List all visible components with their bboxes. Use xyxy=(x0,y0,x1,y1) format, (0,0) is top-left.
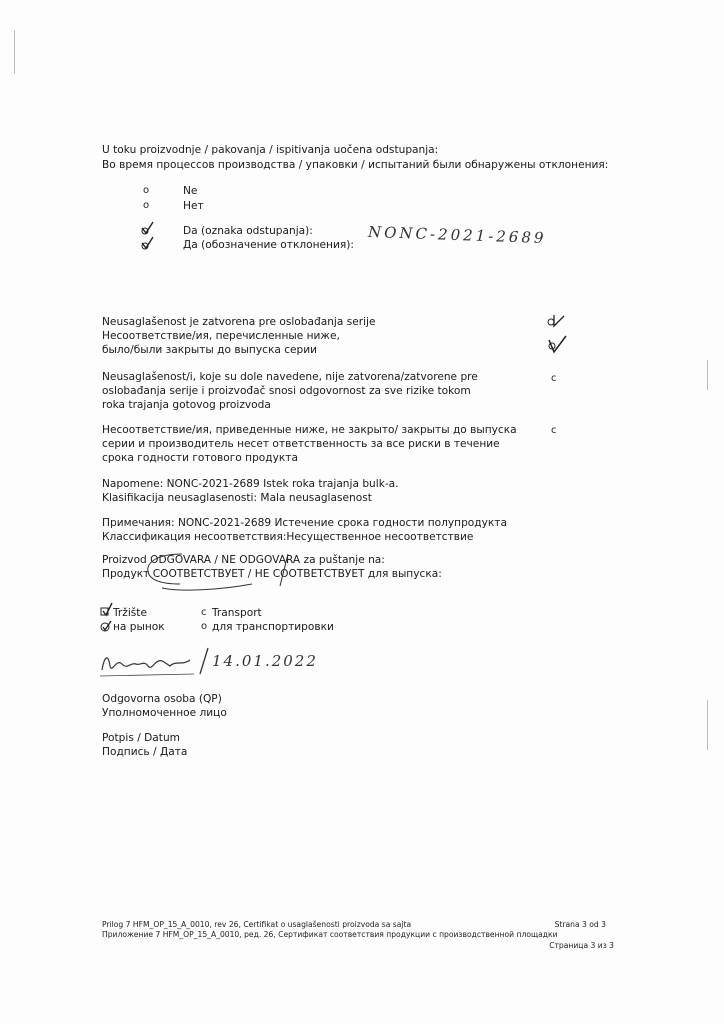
target-market-ru: на рынок xyxy=(113,621,165,633)
checkbox-open-ru[interactable]: c xyxy=(551,425,557,436)
conformity-ru: Продукт СООТВЕТСТВУЕТ / НЕ СООТВЕТСТВУЕТ для выпуска: xyxy=(102,568,442,580)
footer-ru: Приложение 7 HFM_OP_15_A_0010, ред. 26, Сертификат соответствия продукции с производственной площадки xyxy=(102,930,558,939)
statement-closed-sr: Neusaglašenost je zatvorena pre oslobađanja serije xyxy=(102,316,376,328)
statement-open-ru-line1: Несоответствие/ия, приведенные ниже, не закрыто/ закрыты до выпуска xyxy=(102,424,517,436)
check-mark-yes-ru-icon[interactable] xyxy=(140,235,156,251)
check-mark-closed-ru-icon[interactable] xyxy=(546,334,568,354)
conformity-sr: Proizvod ODGOVARA / NE ODGOVARA za puštanje na: xyxy=(102,554,385,566)
notes-ru-line2: Классификация несоответствия:Несущественное несоответствие xyxy=(102,531,474,543)
scan-edge-artifact xyxy=(707,360,708,390)
statement-closed-ru-line1: Несоответствие/ия, перечисленные ниже, xyxy=(102,330,340,342)
statement-open-sr-line2: oslobađanja serije i proizvođač snosi odgovornost za sve rizike tokom xyxy=(102,385,471,397)
deviations-heading-sr: U toku proizvodnje / pakovanja / ispitivanja uočena odstupanja: xyxy=(102,144,439,156)
statement-open-sr-line3: roka trajanja gotovog proizvoda xyxy=(102,399,271,411)
signature-date-ru: Подпись / Дата xyxy=(102,746,188,758)
checkbox-transport[interactable]: c xyxy=(201,607,207,618)
responsible-person-ru: Уполномоченное лицо xyxy=(102,707,227,719)
statement-open-sr-line1: Neusaglašenost/i, koje su dole navedene, nije zatvorena/zatvorene pre xyxy=(102,371,478,383)
check-mark-yes-icon[interactable] xyxy=(140,220,156,236)
notes-sr-line2: Klasifikacija neusaglasenosti: Mala neusaglasenost xyxy=(102,492,372,504)
statement-closed-ru-line2: было/были закрыты до выпуска серии xyxy=(102,344,318,356)
scan-edge-artifact xyxy=(707,700,708,750)
page-number-ru: Страница 3 из 3 xyxy=(549,941,614,950)
target-transport-ru: для транспортировки xyxy=(212,621,334,633)
check-mark-market-icon[interactable] xyxy=(100,602,114,618)
deviations-heading-ru: Во время процессов производства / упаковки / испытаний были обнаружены отклонения: xyxy=(102,159,609,171)
date-slash xyxy=(198,646,210,676)
target-market-sr: Tržište xyxy=(113,607,147,619)
radio-circle-no[interactable]: o xyxy=(143,185,150,196)
statement-open-ru-line3: срока годности готового продукта xyxy=(102,452,298,464)
signature-date-sr: Potpis / Datum xyxy=(102,732,180,744)
option-no-ru: Нет xyxy=(183,200,204,212)
page-number-sr: Strana 3 od 3 xyxy=(554,920,606,929)
responsible-person-sr: Odgovorna osoba (QP) xyxy=(102,693,222,705)
notes-ru-line1: Примечания: NONC-2021-2689 Истечение срока годности полупродукта xyxy=(102,517,507,529)
check-mark-closed-icon[interactable] xyxy=(546,314,566,328)
notes-sr-line1: Napomene: NONC-2021-2689 Istek roka trajanja bulk-a. xyxy=(102,478,399,490)
radio-circle-no-ru[interactable]: o xyxy=(143,200,150,211)
scan-edge-artifact xyxy=(14,30,15,74)
hand-strike-annotation xyxy=(236,552,292,588)
option-yes-sr: Da (oznaka odstupanja): xyxy=(183,225,313,237)
checkbox-transport-ru[interactable]: o xyxy=(201,621,208,632)
option-no-sr: Ne xyxy=(183,185,198,197)
handwritten-date: 14.01.2022 xyxy=(212,652,318,670)
footer-sr: Prilog 7 HFM_OP_15_A_0010, rev 26, Certifikat o usaglašenosti proizvoda sa sajta xyxy=(102,920,412,929)
check-mark-market-ru-icon[interactable] xyxy=(100,619,114,633)
handwritten-deviation-code: NONC-2021-2689 xyxy=(367,222,547,248)
option-yes-ru: Да (обозначение отклонения): xyxy=(183,239,354,251)
statement-open-ru-line2: серии и производитель несет ответственность за все риски в течение xyxy=(102,438,500,450)
target-transport-sr: Transport xyxy=(212,607,262,619)
handwritten-signature xyxy=(94,644,204,680)
checkbox-open-sr[interactable]: c xyxy=(551,373,557,384)
